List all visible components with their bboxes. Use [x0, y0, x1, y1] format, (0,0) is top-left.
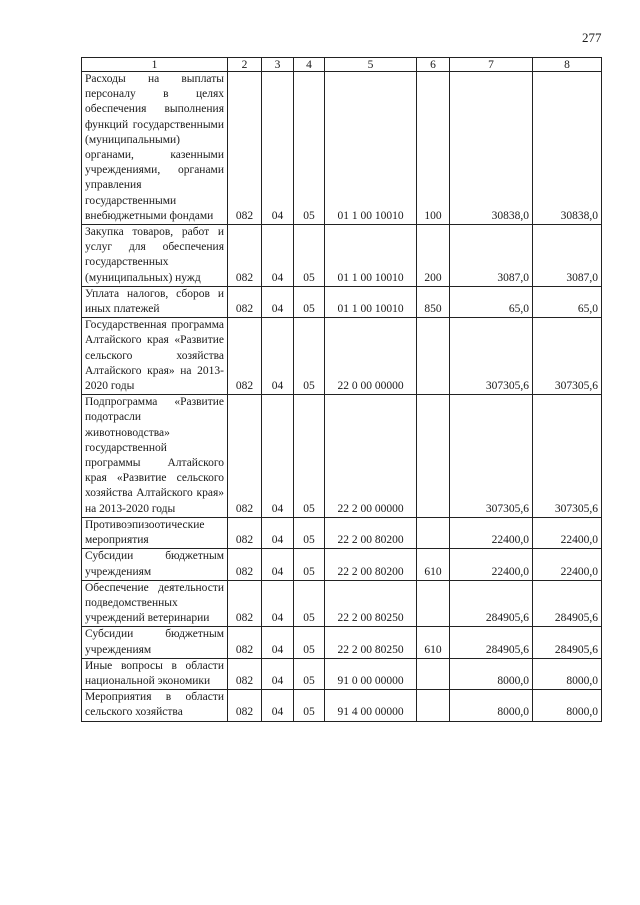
row-col2: 082	[228, 318, 262, 395]
table-row	[82, 72, 602, 225]
header-cell: 4	[294, 58, 325, 72]
budget-table	[81, 57, 602, 722]
row-col7: 8000,0	[450, 690, 533, 721]
row-col3: 04	[262, 395, 294, 518]
row-col5: 01 1 00 10010	[325, 286, 417, 317]
row-col2: 082	[228, 72, 262, 225]
row-col2: 082	[228, 627, 262, 658]
row-col7: 65,0	[450, 286, 533, 317]
row-col6	[417, 580, 450, 627]
row-col7: 284905,6	[450, 627, 533, 658]
row-col2: 082	[228, 549, 262, 580]
row-col6	[417, 395, 450, 518]
row-col2: 082	[228, 225, 262, 287]
row-description: Подпрограмма «Развитие подотрасли животноводства» государственной программы Алтайского края «Развитие сельского хозяйства Алтайского края» на 2013-2020 годы	[82, 395, 228, 518]
row-col5: 22 0 00 00000	[325, 318, 417, 395]
row-col3: 04	[262, 517, 294, 548]
row-col8: 284905,6	[533, 627, 602, 658]
row-col4: 05	[294, 286, 325, 317]
row-col8: 8000,0	[533, 658, 602, 689]
row-col3: 04	[262, 580, 294, 627]
row-col7: 307305,6	[450, 318, 533, 395]
row-col8: 22400,0	[533, 517, 602, 548]
header-cell: 6	[417, 58, 450, 72]
row-col5: 91 4 00 00000	[325, 690, 417, 721]
row-description: Уплата налогов, сборов и иных платежей	[82, 286, 228, 317]
row-col2: 082	[228, 658, 262, 689]
row-description: Субсидии бюджетным учреждениям	[82, 627, 228, 658]
row-col4: 05	[294, 580, 325, 627]
header-cell: 1	[82, 58, 228, 72]
table-row	[82, 658, 602, 689]
row-col7: 22400,0	[450, 517, 533, 548]
row-col2: 082	[228, 395, 262, 518]
row-description: Иные вопросы в области национальной экономики	[82, 658, 228, 689]
row-col7: 284905,6	[450, 580, 533, 627]
row-description: Государственная программа Алтайского края «Развитие сельского хозяйства Алтайского края» на 2013-2020 годы	[82, 318, 228, 395]
row-col4: 05	[294, 318, 325, 395]
row-col5: 01 1 00 10010	[325, 225, 417, 287]
row-col3: 04	[262, 286, 294, 317]
row-col5: 22 2 00 80200	[325, 549, 417, 580]
row-col2: 082	[228, 580, 262, 627]
row-col8: 22400,0	[533, 549, 602, 580]
row-col8: 65,0	[533, 286, 602, 317]
row-description: Субсидии бюджетным учреждениям	[82, 549, 228, 580]
row-col3: 04	[262, 72, 294, 225]
row-description: Мероприятия в области сельского хозяйства	[82, 690, 228, 721]
row-col7: 8000,0	[450, 658, 533, 689]
row-col6	[417, 517, 450, 548]
table-row	[82, 517, 602, 548]
row-col4: 05	[294, 658, 325, 689]
table-row	[82, 580, 602, 627]
row-col4: 05	[294, 690, 325, 721]
row-col4: 05	[294, 549, 325, 580]
row-col7: 3087,0	[450, 225, 533, 287]
row-col6: 610	[417, 549, 450, 580]
row-col2: 082	[228, 286, 262, 317]
row-description: Закупка товаров, работ и услуг для обеспечения государственных (муниципальных) нужд	[82, 225, 228, 287]
row-col4: 05	[294, 395, 325, 518]
table-row	[82, 395, 602, 518]
row-col8: 307305,6	[533, 318, 602, 395]
row-col8: 307305,6	[533, 395, 602, 518]
row-col3: 04	[262, 549, 294, 580]
row-col4: 05	[294, 627, 325, 658]
row-col7: 307305,6	[450, 395, 533, 518]
table-row	[82, 225, 602, 287]
row-col6	[417, 318, 450, 395]
row-col6: 610	[417, 627, 450, 658]
row-col6	[417, 690, 450, 721]
row-col5: 01 1 00 10010	[325, 72, 417, 225]
row-col3: 04	[262, 658, 294, 689]
row-col5: 91 0 00 00000	[325, 658, 417, 689]
row-description: Обеспечение деятельности подведомственных учреждений ветеринарии	[82, 580, 228, 627]
row-col4: 05	[294, 225, 325, 287]
table-row	[82, 690, 602, 721]
row-col3: 04	[262, 225, 294, 287]
row-col3: 04	[262, 690, 294, 721]
row-col6	[417, 658, 450, 689]
row-col2: 082	[228, 517, 262, 548]
row-col3: 04	[262, 318, 294, 395]
row-col5: 22 2 00 80200	[325, 517, 417, 548]
header-cell: 5	[325, 58, 417, 72]
row-description: Расходы на выплаты персоналу в целях обеспечения выполнения функций государственными (муниципальными) органами, казенными учреждениями, органами управления государственными внебюджетными фондами	[82, 72, 228, 225]
row-col8: 30838,0	[533, 72, 602, 225]
header-cell: 2	[228, 58, 262, 72]
page-number: 277	[582, 30, 602, 45]
row-col4: 05	[294, 517, 325, 548]
row-col5: 22 2 00 00000	[325, 395, 417, 518]
row-col8: 3087,0	[533, 225, 602, 287]
header-cell: 3	[262, 58, 294, 72]
row-col8: 8000,0	[533, 690, 602, 721]
table-row	[82, 627, 602, 658]
row-col6: 200	[417, 225, 450, 287]
table-row	[82, 286, 602, 317]
row-col7: 30838,0	[450, 72, 533, 225]
row-col6: 850	[417, 286, 450, 317]
row-col6: 100	[417, 72, 450, 225]
header-row	[82, 58, 602, 72]
header-cell: 8	[533, 58, 602, 72]
row-description: Противоэпизоотические мероприятия	[82, 517, 228, 548]
row-col2: 082	[228, 690, 262, 721]
row-col8: 284905,6	[533, 580, 602, 627]
row-col7: 22400,0	[450, 549, 533, 580]
row-col3: 04	[262, 627, 294, 658]
table-row	[82, 549, 602, 580]
table-row	[82, 318, 602, 395]
row-col4: 05	[294, 72, 325, 225]
row-col5: 22 2 00 80250	[325, 627, 417, 658]
header-cell: 7	[450, 58, 533, 72]
row-col5: 22 2 00 80250	[325, 580, 417, 627]
